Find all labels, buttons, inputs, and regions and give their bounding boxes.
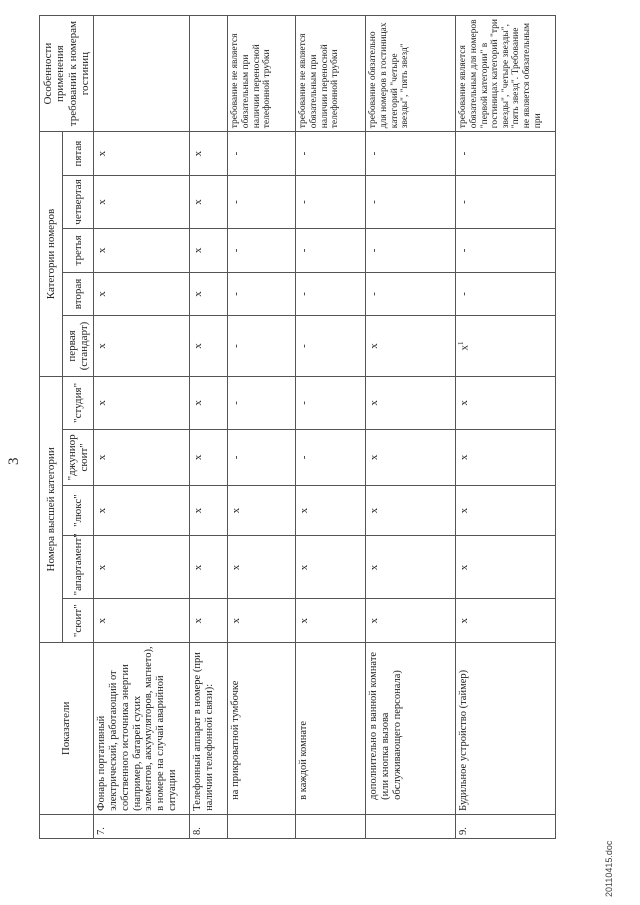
- mark-value: x: [368, 400, 381, 406]
- footer-filename: 20110415.doc: [604, 840, 614, 897]
- cell-mark: [190, 175, 228, 228]
- mark-value: x: [368, 507, 381, 514]
- row-label: в каждой комнате: [296, 642, 366, 814]
- mark-value: x: [368, 454, 381, 461]
- row-label: дополнительно в ванной комнате (или кнопка вызова обслуживающего персонала): [366, 642, 456, 814]
- mark-value: x: [192, 199, 205, 205]
- mark-value: x: [192, 343, 205, 349]
- cell-mark: [366, 229, 456, 273]
- mark-value: x: [192, 564, 205, 571]
- cell-mark: [456, 229, 556, 273]
- cell-mark: [228, 430, 296, 486]
- mark-value: x: [192, 291, 205, 297]
- cell-mark: [94, 272, 190, 316]
- table-row: [456, 16, 556, 839]
- requirements-table: [39, 15, 556, 839]
- table-row: [94, 16, 190, 839]
- header-col: третья: [62, 229, 93, 273]
- cell-mark: [94, 229, 190, 273]
- cell-mark: [296, 175, 366, 228]
- mark-value: x: [192, 150, 205, 157]
- row-number: [296, 814, 366, 838]
- mark-value: -: [298, 455, 311, 460]
- mark-value: -: [298, 248, 311, 253]
- row-note: требование является обязательным для номеров "первой категории" в гостиницах категорий "три звезды", "четыре звезды", "пять звезд". Требование не является обязательным при: [456, 16, 556, 132]
- header-col: "сюит": [62, 599, 93, 643]
- cell-mark: [296, 272, 366, 316]
- cell-mark: [366, 599, 456, 643]
- cell-mark: [366, 272, 456, 316]
- cell-mark: [228, 599, 296, 643]
- mark-value: x: [458, 454, 471, 461]
- mark-value: -: [230, 200, 243, 204]
- mark-value: -: [298, 151, 311, 156]
- mark-value: -: [368, 292, 381, 296]
- footnote-marker: 1: [457, 341, 466, 345]
- header-notes: Особенности применения требований к номерам гостиниц: [40, 16, 94, 132]
- cell-mark: [366, 316, 456, 377]
- mark-value: x: [96, 343, 109, 349]
- cell-mark: [94, 599, 190, 643]
- cell-mark: [190, 485, 228, 536]
- mark-value: x: [458, 400, 471, 406]
- cell-mark: [296, 132, 366, 176]
- mark-value: x: [96, 400, 109, 406]
- cell-mark: [228, 132, 296, 176]
- mark-value: -: [230, 248, 243, 253]
- mark-value: x: [192, 617, 205, 624]
- cell-mark: [366, 430, 456, 486]
- mark-value: x: [96, 247, 109, 254]
- cell-mark: [366, 536, 456, 599]
- cell-mark: [456, 376, 556, 429]
- cell-mark: [456, 316, 556, 377]
- cell-mark: [190, 599, 228, 643]
- mark-value: -: [368, 200, 381, 204]
- row-note: требование не является обязательным при наличии переносной телефонной трубки: [228, 16, 296, 132]
- cell-mark: [296, 376, 366, 429]
- header-col: четвертая: [62, 175, 93, 228]
- cell-mark: [190, 536, 228, 599]
- mark-value: -: [230, 455, 243, 460]
- row-note: требование не является обязательным при наличии переносной телефонной трубки: [296, 16, 366, 132]
- mark-value: -: [230, 151, 243, 156]
- cell-mark: [228, 175, 296, 228]
- row-label: Будильное устройство (таймер): [456, 642, 556, 814]
- cell-mark: [366, 132, 456, 176]
- table-row: [296, 16, 366, 839]
- mark-value: x: [230, 564, 243, 571]
- header-col: "студия": [62, 376, 93, 429]
- cell-mark: [456, 536, 556, 599]
- cell-mark: [296, 599, 366, 643]
- cell-mark: [456, 272, 556, 316]
- mark-value: x: [192, 507, 205, 514]
- cell-mark: [296, 536, 366, 599]
- mark-value: x: [230, 507, 243, 514]
- mark-value: x: [368, 343, 381, 349]
- row-note: [94, 16, 190, 132]
- header-col: вторая: [62, 272, 93, 316]
- mark-value: x: [298, 507, 311, 514]
- cell-mark: [296, 430, 366, 486]
- mark-value: x: [230, 617, 243, 624]
- mark-value: -: [230, 344, 243, 348]
- mark-value: -: [230, 401, 243, 405]
- row-number: 8.: [190, 814, 228, 838]
- header-col: "люкс": [62, 485, 93, 536]
- mark-value: x: [458, 344, 471, 351]
- mark-value: x: [96, 507, 109, 514]
- header-num: [40, 814, 94, 838]
- mark-value: -: [368, 248, 381, 253]
- header-col: "апартамент": [62, 536, 93, 599]
- cell-mark: [228, 376, 296, 429]
- mark-value: x: [368, 564, 381, 571]
- cell-mark: [190, 430, 228, 486]
- row-note: требование обязательно для номеров в гостиницах категорий "четыре звезды", "пять звезд": [366, 16, 456, 132]
- mark-value: -: [298, 401, 311, 405]
- header-room-categories: Категории номеров: [40, 132, 63, 376]
- cell-mark: [190, 376, 228, 429]
- cell-mark: [456, 132, 556, 176]
- table-row: [366, 16, 456, 839]
- cell-mark: [94, 485, 190, 536]
- cell-mark: [456, 175, 556, 228]
- row-note: [190, 16, 228, 132]
- cell-mark: [296, 485, 366, 536]
- cell-mark: [456, 485, 556, 536]
- mark-value: -: [458, 292, 471, 296]
- header-indicator: Показатели: [40, 642, 94, 814]
- mark-value: x: [192, 454, 205, 461]
- cell-mark: [190, 132, 228, 176]
- cell-mark: [366, 376, 456, 429]
- cell-mark: [228, 485, 296, 536]
- mark-value: x: [96, 150, 109, 157]
- mark-value: -: [368, 151, 381, 156]
- row-number: 9.: [456, 814, 556, 838]
- mark-value: -: [298, 292, 311, 296]
- mark-value: x: [458, 617, 471, 624]
- mark-value: -: [298, 200, 311, 204]
- mark-value: x: [458, 564, 471, 571]
- cell-mark: [296, 229, 366, 273]
- mark-value: x: [192, 247, 205, 254]
- mark-value: -: [230, 292, 243, 296]
- mark-value: x: [298, 617, 311, 624]
- mark-value: -: [458, 248, 471, 253]
- cell-mark: [94, 536, 190, 599]
- cell-mark: [228, 316, 296, 377]
- header-col: первая (стандарт): [62, 316, 93, 377]
- cell-mark: [228, 229, 296, 273]
- cell-mark: [228, 536, 296, 599]
- row-label: на прикроватной тумбочке: [228, 642, 296, 814]
- cell-mark: [296, 316, 366, 377]
- cell-mark: [366, 485, 456, 536]
- cell-mark: [366, 175, 456, 228]
- cell-mark: [94, 316, 190, 377]
- cell-mark: [456, 599, 556, 643]
- cell-mark: [228, 272, 296, 316]
- mark-value: x: [96, 454, 109, 461]
- mark-value: x: [298, 564, 311, 571]
- header-col: пятая: [62, 132, 93, 176]
- cell-mark: [94, 376, 190, 429]
- mark-value: x: [96, 291, 109, 297]
- mark-value: x: [368, 617, 381, 624]
- mark-value: -: [458, 200, 471, 204]
- table-row: [190, 16, 228, 839]
- cell-mark: [94, 430, 190, 486]
- header-col: "джуниор сюит": [62, 430, 93, 486]
- mark-value: -: [298, 344, 311, 348]
- row-label: Телефонный аппарат в номере (при наличии телефонной связи):: [190, 642, 228, 814]
- mark-value: x: [192, 400, 205, 406]
- mark-value: x: [96, 617, 109, 624]
- row-number: 7.: [94, 814, 190, 838]
- cell-mark: [94, 132, 190, 176]
- row-number: [228, 814, 296, 838]
- mark-value: -: [458, 151, 471, 156]
- table-row: [228, 16, 296, 839]
- cell-mark: [190, 272, 228, 316]
- cell-mark: [190, 229, 228, 273]
- header-top-category: Номера высшей категории: [40, 376, 63, 642]
- mark-value: x: [458, 507, 471, 514]
- page-number: 3: [6, 457, 22, 465]
- row-label: Фонарь портативный электрический, работающий от собственного источника энергии (например, батарей сухих элементов, аккумуляторов, магнето), в номере на случай аварийной ситуации: [94, 642, 190, 814]
- mark-value: x: [96, 564, 109, 571]
- row-number: [366, 814, 456, 838]
- mark-value: x: [96, 199, 109, 205]
- cell-mark: [456, 430, 556, 486]
- cell-mark: [94, 175, 190, 228]
- cell-mark: [190, 316, 228, 377]
